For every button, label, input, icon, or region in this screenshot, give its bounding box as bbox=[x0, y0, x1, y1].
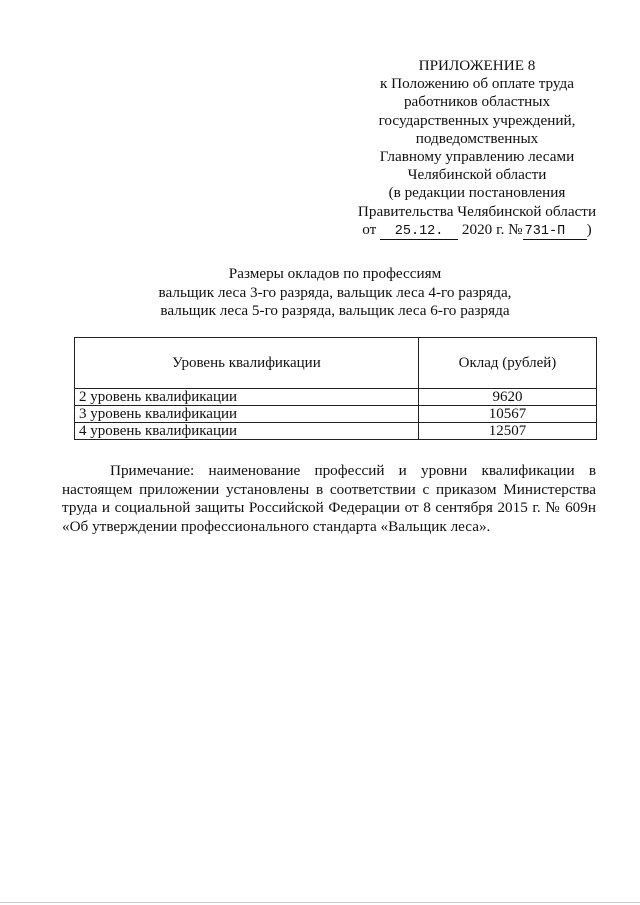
note-paragraph: Примечание: наименование профессий и уровни квалификации в настоящем приложении установлены в соответствии с приказом Министерства труда и социальной защиты Российской Федерации от 8 сентября 2015 г. № 609н «Об утверждении профессионального стандарта «Вальщик леса». bbox=[62, 462, 596, 535]
resolution-number: 731-П bbox=[523, 224, 587, 240]
header-line: к Положению об оплате труда bbox=[379, 75, 575, 93]
header-line: подведомственных bbox=[415, 129, 539, 147]
salary-cell: 12507 bbox=[418, 423, 596, 440]
column-header-salary: Оклад (рублей) bbox=[418, 338, 596, 389]
qualification-level-cell: 3 уровень квалификации bbox=[75, 406, 419, 423]
page-bottom-edge bbox=[0, 902, 640, 903]
header-line: Челябинской области bbox=[407, 166, 547, 184]
appendix-header bbox=[340, 57, 614, 240]
resolution-date-line bbox=[340, 221, 614, 240]
header-line: (в редакции постановления bbox=[388, 184, 566, 202]
title-line: вальщик леса 5-го разряда, вальщик леса 6-го разряда bbox=[160, 302, 510, 319]
title-line: вальщик леса 3-го разряда, вальщик леса 4-го разряда, bbox=[158, 283, 512, 301]
table-header-row bbox=[75, 338, 597, 389]
header-line: работников областных bbox=[403, 93, 551, 111]
table-row bbox=[75, 389, 597, 406]
qualification-level-cell: 4 уровень квалификации bbox=[75, 423, 419, 440]
document-title bbox=[60, 265, 610, 321]
appendix-title: ПРИЛОЖЕНИЕ 8 bbox=[418, 57, 536, 74]
year-text: 2020 г. № bbox=[461, 220, 523, 238]
title-line: Размеры окладов по профессиям bbox=[228, 265, 442, 282]
table-row bbox=[75, 423, 597, 440]
salary-cell: 9620 bbox=[418, 389, 596, 406]
date-prefix: от bbox=[362, 220, 377, 238]
header-line: государственных учреждений, bbox=[378, 111, 576, 129]
salary-cell: 10567 bbox=[418, 406, 596, 423]
header-line: Правительства Челябинской области bbox=[357, 202, 597, 220]
salary-table bbox=[74, 337, 597, 440]
column-header-level: Уровень квалификации bbox=[75, 338, 419, 389]
resolution-date: 25.12. bbox=[380, 224, 458, 240]
qualification-level-cell: 2 уровень квалификации bbox=[75, 389, 419, 406]
closing-paren: ) bbox=[586, 220, 592, 238]
header-line: Главному управлению лесами bbox=[379, 148, 575, 166]
table-row bbox=[75, 406, 597, 423]
